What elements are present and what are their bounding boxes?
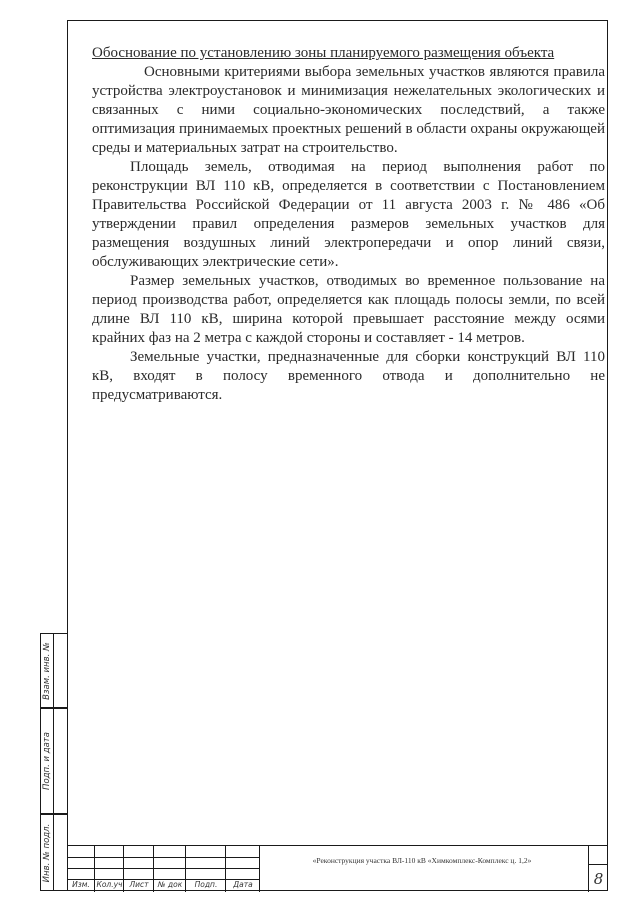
- paragraph-area: Площадь земель, отводимая на период выполнения работ по реконструкции ВЛ 110 кВ, определяется в соответствии с Постановлением Правительства Российской Федерации от 11 августа 2003 г. № 486 «Об утверждении правил определения размеров земельных участков для размещения воздушных линий электропередачи и опор линий связи, обслуживающих электрические сети».: [92, 159, 605, 270]
- side-stamp-inv-label: Инв. № подл.: [42, 823, 52, 882]
- document-body: [92, 44, 605, 405]
- column-kol-uch: Кол.уч: [96, 880, 123, 889]
- column-podp: Подп.: [194, 880, 218, 889]
- column-data: Дата: [233, 880, 253, 889]
- page-number: 8: [593, 870, 604, 888]
- side-stamp-podp-label: Подп. и дата: [42, 732, 52, 790]
- paragraph-criteria: Основными критериями выбора земельных участков являются правила устройства электроустановок и минимизация нежелательных экологических и связанных с ними социально-экономических последствий, а также оптимизация принимаемых проектных решений в области охраны окружающей среды и материальных затрат на строительство.: [92, 64, 605, 156]
- column-izm: Изм.: [72, 880, 90, 889]
- side-stamp-inv: [40, 814, 67, 891]
- side-stamp-podp: [40, 708, 67, 814]
- side-stamp-vzam: [40, 633, 67, 708]
- paragraph-assembly: Земельные участки, предназначенные для сборки конструкций ВЛ 110 кВ, входят в полосу временного отвода и дополнительно не предусматриваются.: [92, 349, 605, 403]
- title-block: [67, 845, 608, 891]
- section-heading: Обоснование по установлению зоны планируемого размещения объекта: [92, 45, 555, 61]
- side-stamp-vzam-label: Взам. инв. №: [42, 641, 52, 700]
- project-title: «Реконструкция участка ВЛ-110 кВ «Химкомплекс-Комплекс ц. 1,2»: [312, 856, 532, 865]
- column-nomer-dok: № док: [157, 880, 183, 889]
- column-list: Лист: [129, 880, 149, 889]
- paragraph-size: Размер земельных участков, отводимых во временное пользование на период производства работ, определяется как площадь полосы земли, по всей длине ВЛ 110 кВ, ширина которой превышает расстояние между осями крайних фаз на 2 метра с каждой стороны и составляет - 14 метров.: [92, 273, 605, 346]
